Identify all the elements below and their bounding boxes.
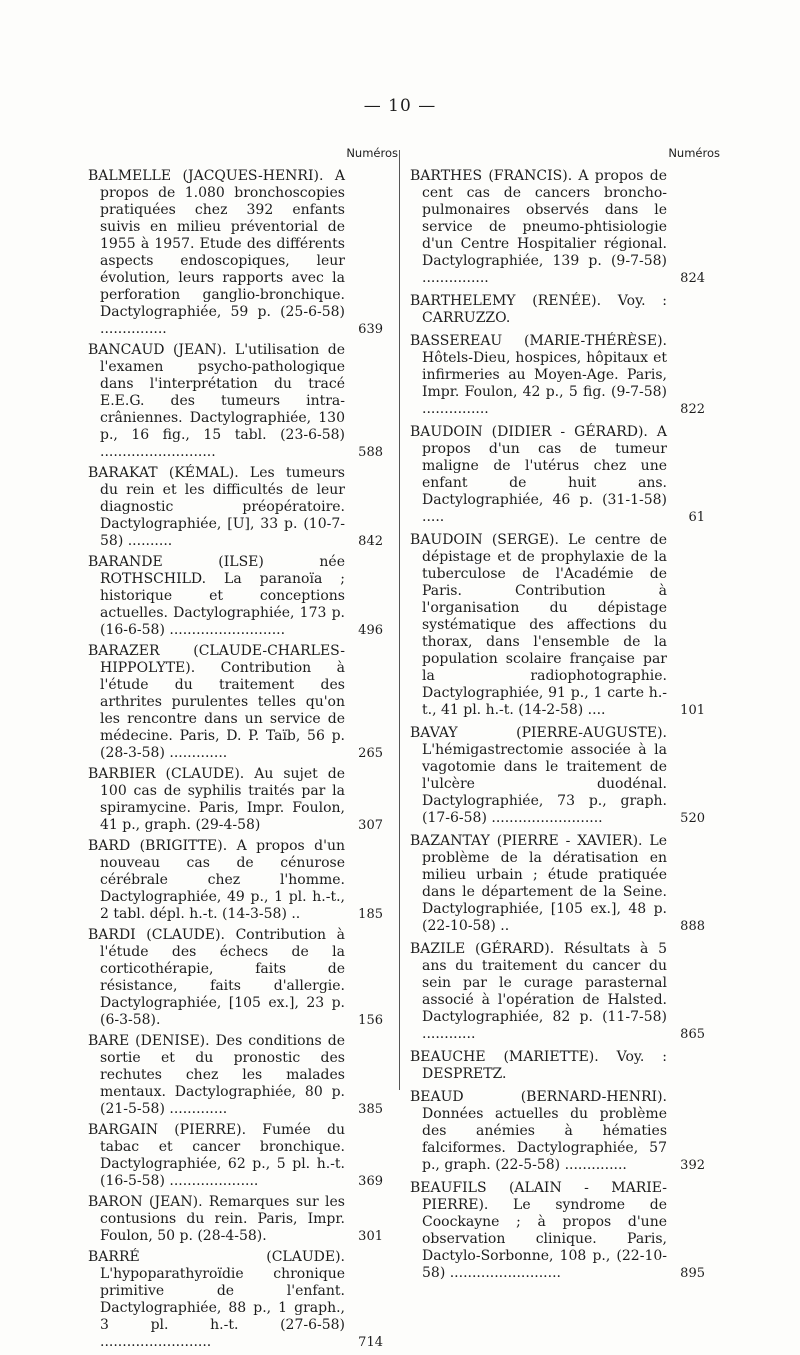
bibliography-entry: [410, 725, 705, 827]
right-column-header: Numéros: [668, 146, 720, 160]
entry-number: 520: [680, 811, 705, 826]
entry-text: BANCAUD (JEAN). L'utilisation de l'examen psycho-pathologique dans l'interprétation du tracé E.E.G. des tumeurs intra-crâniennes. Dactylographiée, 130 p., 16 fig., 15 tabl. (23-6-58) ..........................: [88, 342, 345, 460]
entry-text: BAZILE (GÉRARD). Résultats à 5 ans du traitement du cancer du sein par le curage parasternal associé à l'opération de Halsted. Dactylographiée, 82 p. (11-7-58) ............: [410, 941, 667, 1042]
entry-number: 307: [358, 818, 383, 833]
left-column: [88, 146, 398, 1355]
bibliography-entry: [410, 1089, 705, 1174]
bibliography-entry: [410, 1180, 705, 1282]
bibliography-entry: [88, 342, 383, 461]
bibliography-entry: [88, 766, 383, 834]
entry-number: 842: [358, 534, 383, 549]
entry-text: BARBIER (CLAUDE). Au sujet de 100 cas de syphilis traités par la spiramycine. Paris, Impr. Foulon, 41 p., graph. (29-4-58): [88, 766, 345, 833]
entry-number: 156: [358, 1013, 383, 1028]
entry-number: 265: [358, 746, 383, 761]
entry-text: BEAUCHE (MARIETTE). Voy. : DESPRETZ.: [410, 1049, 667, 1082]
left-column-header: Numéros: [346, 146, 398, 160]
bibliography-entry: [88, 1122, 383, 1190]
entry-number: 865: [680, 1027, 705, 1042]
entry-text: BAVAY (PIERRE-AUGUSTE). L'hémigastrectomie associée à la vagotomie dans le traitement de l'ulcère duodénal. Dactylographiée, 73 p., graph. (17-6-58) .........................: [410, 725, 667, 826]
entry-number: 895: [680, 1266, 705, 1281]
entry-number: 385: [358, 1102, 383, 1117]
entry-number: 61: [688, 510, 705, 525]
entry-text: BARRÉ (CLAUDE). L'hypoparathyroïdie chronique primitive de l'enfant. Dactylographiée, 88 p., 1 graph., 3 pl. h.-t. (27-6-58) .........................: [88, 1249, 345, 1350]
bibliography-entry: [88, 168, 383, 338]
bibliography-entry: [88, 465, 383, 550]
bibliography-entry: [88, 1194, 383, 1245]
entry-number: 185: [358, 907, 383, 922]
entry-number: 588: [358, 445, 383, 460]
entry-number: 639: [358, 322, 383, 337]
right-column: [410, 146, 720, 1288]
bibliography-entry: [410, 424, 705, 526]
left-entries: [88, 168, 383, 1351]
entry-text: BARANDE (ILSE) née ROTHSCHILD. La paranoïa ; historique et conceptions actuelles. Dactylographiée, 173 p. (16-6-58) ..........................: [88, 554, 345, 638]
entry-text: BASSEREAU (MARIE-THÉRÈSE). Hôtels-Dieu, hospices, hôpitaux et infirmeries au Moyen-Age. Paris, Impr. Foulon, 42 p., 5 fig. (9-7-58) ...............: [410, 333, 667, 417]
bibliography-entry: [88, 554, 383, 639]
entry-text: BAUDOIN (SERGE). Le centre de dépistage et de prophylaxie de la tuberculose de l'Académie de Paris. Contribution à l'organisation du dépistage systématique des affections du thorax, dans l'ensemble de la population scolaire française par la radiophotographie. Dactylographiée, 91 p., 1 carte h.-t., 41 pl. h.-t. (14-2-58) ....: [410, 532, 667, 718]
entry-text: BARAKAT (KÉMAL). Les tumeurs du rein et les difficultés de leur diagnostic préopératoire. Dactylographiée, [U], 33 p. (10-7-58) ..........: [88, 465, 345, 549]
entry-text: BARTHES (FRANCIS). A propos de cent cas de cancers broncho-pulmonaires observés dans le service de pneumo-phtisiologie d'un Centre Hospitalier régional. Dactylographiée, 139 p. (9-7-58) ...............: [410, 168, 667, 286]
entry-text: BEAUFILS (ALAIN - MARIE-PIERRE). Le syndrome de Coockayne ; à propos d'une observation clinique. Paris, Dactylo-Sorbonne, 108 p., (22-10-58) .........................: [410, 1180, 667, 1281]
entry-text: BAZANTAY (PIERRE - XAVIER). Le problème de la dératisation en milieu urbain ; étude pratiquée dans le département de la Seine. Dactylographiée, [105 ex.], 48 p. (22-10-58) ..: [410, 833, 667, 934]
bibliography-entry: [410, 833, 705, 935]
entry-text: BARGAIN (PIERRE). Fumée du tabac et cancer bronchique. Dactylographiée, 62 p., 5 pl. h.-t. (16-5-58) ....................: [88, 1122, 345, 1189]
bibliography-entry: [410, 941, 705, 1043]
bibliography-entry: [410, 293, 667, 327]
entry-number: 496: [358, 623, 383, 638]
page-number: — 10 —: [363, 96, 437, 116]
entry-number: 824: [680, 271, 705, 286]
entry-text: BARON (JEAN). Remarques sur les contusions du rein. Paris, Impr. Foulon, 50 p. (28-4-58).: [88, 1194, 345, 1244]
bibliography-entry: [410, 1049, 667, 1083]
bibliography-entry: [410, 168, 705, 287]
entry-text: BARE (DENISE). Des conditions de sortie et du pronostic des rechutes chez les malades mentaux. Dactylographiée, 80 p. (21-5-58) .............: [88, 1033, 345, 1117]
entry-text: BARAZER (CLAUDE-CHARLES-HIPPOLYTE). Contribution à l'étude du traitement des arthrites purulentes telles qu'on les rencontre dans un service de médecine. Paris, D. P. Taïb, 56 p. (28-3-58) .............: [88, 643, 345, 761]
entry-number: 888: [680, 919, 705, 934]
entry-text: BARD (BRIGITTE). A propos d'un nouveau cas de cénurose cérébrale chez l'homme. Dactylographiée, 49 p., 1 pl. h.-t., 2 tabl. dépl. h.-t. (14-3-58) ..: [88, 838, 345, 922]
entry-number: 714: [358, 1335, 383, 1350]
entry-text: BARTHELEMY (RENÉE). Voy. : CARRUZZO.: [410, 293, 667, 326]
bibliography-entry: [88, 643, 383, 762]
entry-text: BAUDOIN (DIDIER - GÉRARD). A propos d'un cas de tumeur maligne de l'utérus chez une enfant de huit ans. Dactylographiée, 46 p. (31-1-58) .....: [410, 424, 667, 525]
bibliography-entry: [88, 1249, 383, 1351]
entry-number: 369: [358, 1174, 383, 1189]
bibliography-entry: [88, 1033, 383, 1118]
entry-text: BARDI (CLAUDE). Contribution à l'étude des échecs de la corticothérapie, faits de résistance, faits d'allergie. Dactylographiée, [105 ex.], 23 p. (6-3-58).: [88, 927, 345, 1028]
bibliography-entry: [88, 838, 383, 923]
bibliography-entry: [410, 333, 705, 418]
entry-number: 822: [680, 402, 705, 417]
right-entries: [410, 168, 705, 1282]
entry-text: BALMELLE (JACQUES-HENRI). A propos de 1.080 bronchoscopies pratiquées chez 392 enfants suivis en milieu préventorial de 1955 à 1957. Etude des différents aspects endoscopiques, leur évolution, leurs rapports avec la perforation ganglio-bronchique. Dactylographiée, 59 p. (25-6-58) ...............: [88, 168, 345, 337]
entry-number: 101: [680, 703, 705, 718]
entry-number: 301: [358, 1229, 383, 1244]
column-divider: [399, 150, 400, 1090]
bibliography-entry: [410, 532, 705, 719]
entry-number: 392: [680, 1158, 705, 1173]
entry-text: BEAUD (BERNARD-HENRI). Données actuelles du problème des anémies à hématies falciformes. Dactylographiée, 57 p., graph. (22-5-58) ..............: [410, 1089, 667, 1173]
bibliography-entry: [88, 927, 383, 1029]
